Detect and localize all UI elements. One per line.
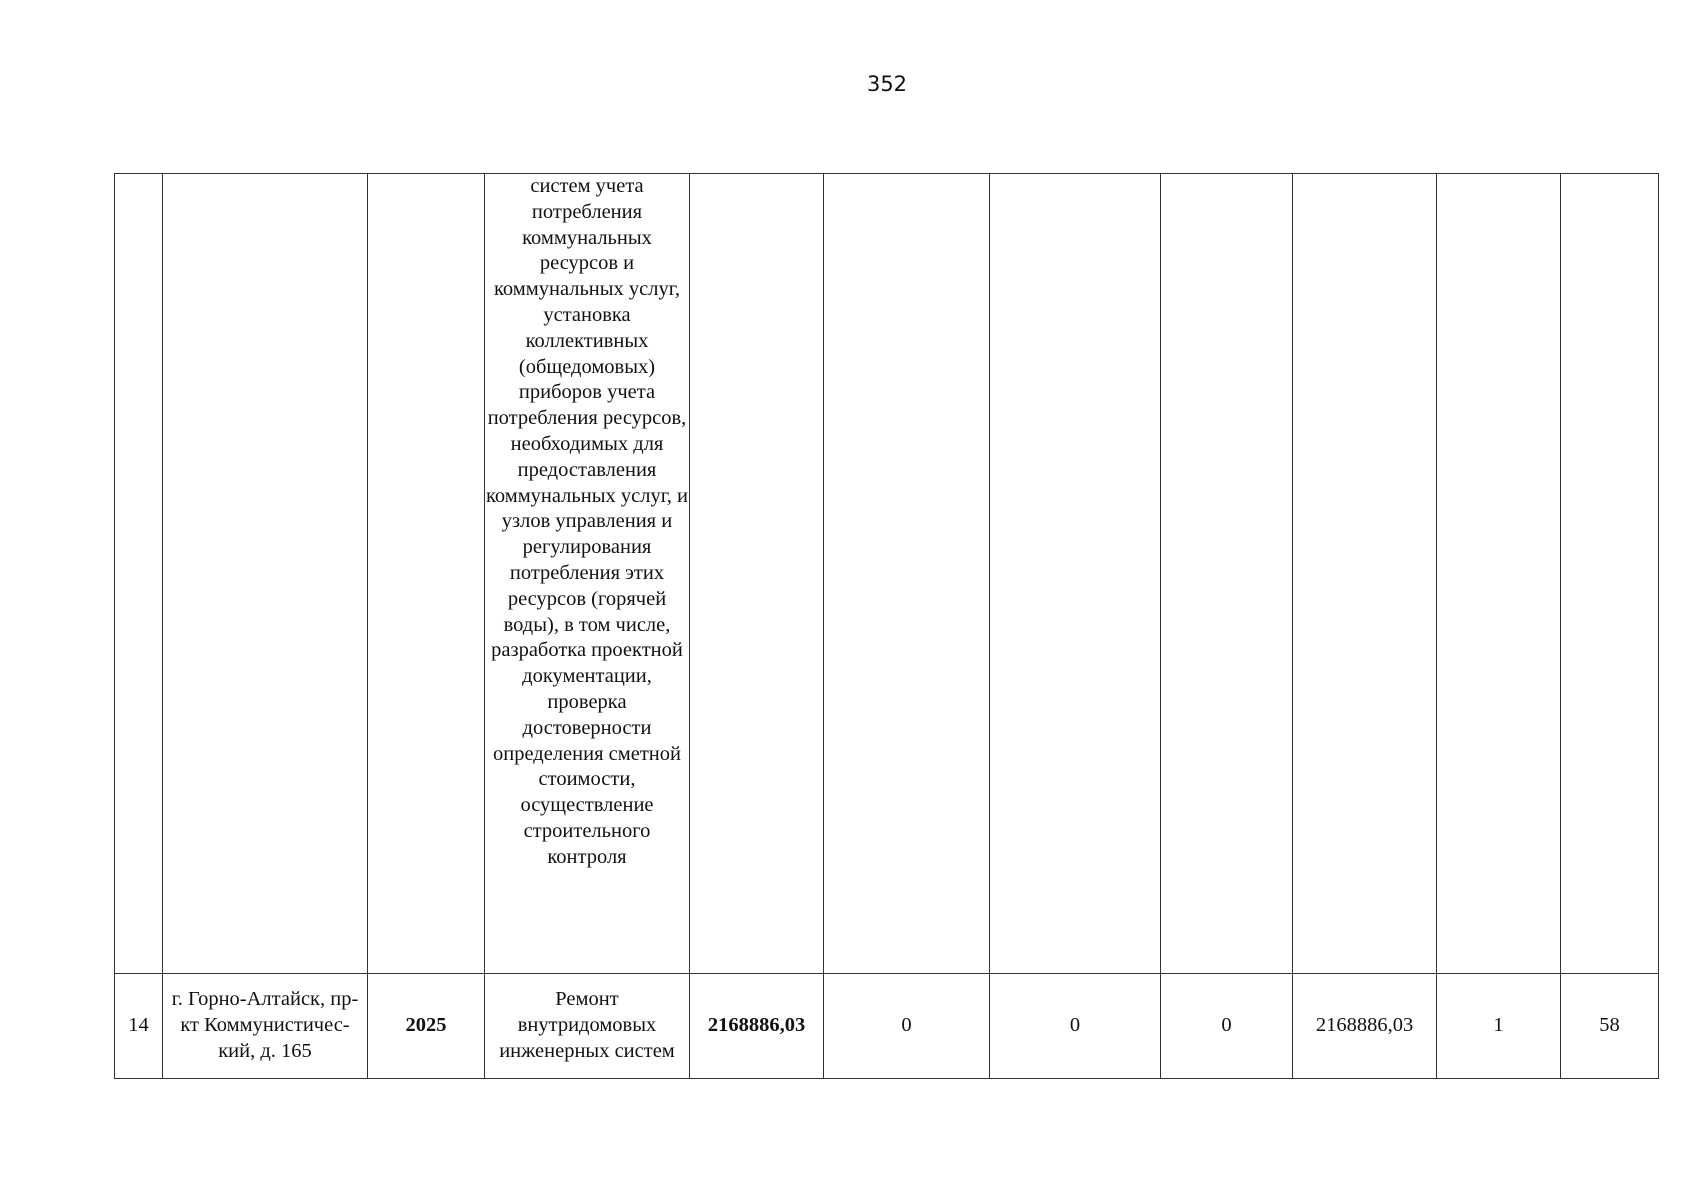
row-col-6: 0: [824, 974, 990, 1079]
row-total-cost: 2168886,03: [690, 974, 824, 1079]
table-cell-total-cost: [690, 174, 824, 974]
row-col-7: 0: [990, 974, 1161, 1079]
row-year: 2025: [368, 974, 485, 1079]
table-cell-col-6: [824, 174, 990, 974]
table-row-continuation: [115, 174, 1659, 974]
row-number: 14: [115, 974, 163, 1079]
table-cell-address: [163, 174, 368, 974]
table-row: [115, 974, 1659, 1079]
row-col-10: 1: [1437, 974, 1561, 1079]
works-table: [114, 173, 1659, 1079]
work-description-continued: систем учета потребления коммунальных ресурсов и коммунальных услуг, установка коллективных (общедомовых) приборов учета потребления ресурсов, необходимых для предоставления коммунальных услуг, и узлов управления и регулирования потребления этих ресурсов (горячей воды), в том числе, разработка проектной документации, проверка достоверности определения сметной стоимости, осуществление строительного контроля: [485, 175, 689, 868]
row-col-9: 2168886,03: [1293, 974, 1437, 1079]
row-address: г. Горно-Алтайск, пр-кт Коммунистичес-кий, д. 165: [163, 974, 368, 1079]
row-work-type: Ремонт внутридомовых инженерных систем: [485, 974, 690, 1079]
table-cell-col-11: [1561, 174, 1659, 974]
page-number: 352: [866, 72, 908, 96]
row-col-11: 58: [1561, 974, 1659, 1079]
table-cell-work-type: [485, 174, 690, 974]
table-cell-col-9: [1293, 174, 1437, 974]
table-cell-year: [368, 174, 485, 974]
table-cell-col-7: [990, 174, 1161, 974]
table-cell-number: [115, 174, 163, 974]
table-cell-col-10: [1437, 174, 1561, 974]
table-cell-col-8: [1161, 174, 1293, 974]
row-col-8: 0: [1161, 974, 1293, 1079]
